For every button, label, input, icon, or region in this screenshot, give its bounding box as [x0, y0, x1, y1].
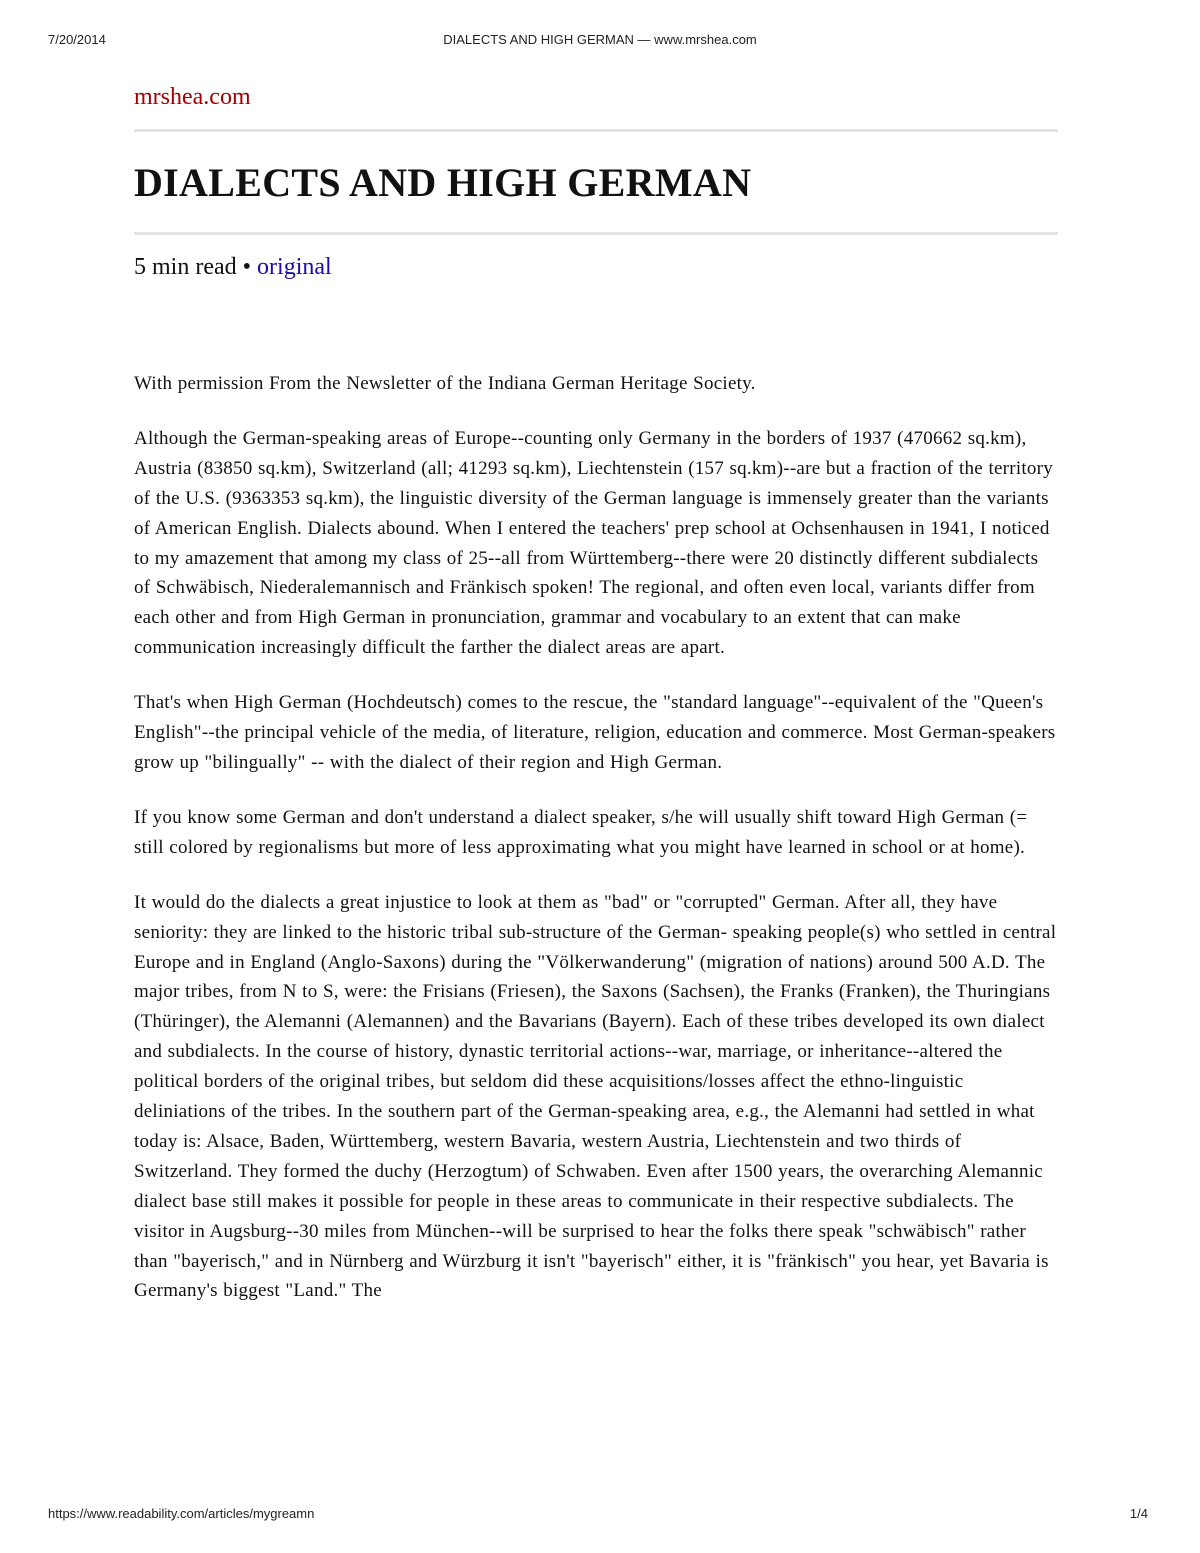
meta-separator: •	[242, 254, 252, 280]
divider	[134, 129, 1058, 132]
article-title: DIALECTS AND HIGH GERMAN	[134, 160, 752, 205]
original-link[interactable]: original	[257, 254, 332, 280]
print-page-number: 1/4	[1129, 1506, 1148, 1521]
print-date: 7/20/2014	[48, 32, 106, 47]
paragraph: With permission From the Newsletter of the Indiana German Heritage Society.	[134, 373, 756, 394]
divider	[134, 232, 1058, 235]
print-page-title: DIALECTS AND HIGH GERMAN — www.mrshea.com	[443, 32, 757, 47]
read-time: 5 min read	[134, 254, 237, 280]
paragraph: It would do the dialects a great injustice to look at them as "bad" or "corrupted" German. After all, they have seniority: they are linked to the historic tribal sub-structure of the German- speaking people(s) who settled in central Europe and in England (Anglo-Saxons) during the "Völkerwanderung" (migration of nations) around 500 A.D. The major tribes, from N to S, were: the Frisians (Friesen), the Saxons (Sachsen), the Franks (Franken), the Thuringians (Thüringer), the Alemanni (Alemannen) and the Bavarians (Bayern). Each of these tribes developed its own dialect and subdialects. In the course of history, dynastic territorial actions--war, marriage, or inheritance--altered the political borders of the original tribes, but seldom did these acquisitions/losses affect the ethno-linguistic deliniations of the tribes. In the southern part of the German-speaking area, e.g., the Alemanni had settled in what today is: Alsace, Baden, Württemberg, western Bavaria, western Austria, Liechtenstein and two thirds of Switzerland. They formed the duchy (Herzogtum) of Schwaben. Even after 1500 years, the overarching Alemannic dialect base still makes it possible for people in these areas to communicate in their respective subdialects. The visitor in Augsburg--30 miles from München--will be surprised to hear the folks there speak "schwäbisch" rather than "bayerisch," and in Nürnberg and Würzburg it isn't "bayerisch" either, it is "fränkisch" you hear, yet Bavaria is Germany's biggest "Land." The	[134, 891, 1057, 1302]
article-meta	[134, 254, 1058, 281]
article-container	[134, 84, 1058, 1331]
print-url: https://www.readability.com/articles/mygreamn	[48, 1506, 315, 1521]
paragraph: If you know some German and don't understand a dialect speaker, s/he will usually shift toward High German (= still colored by regionalisms but more of less approximating what you might have learned in school or at home).	[134, 806, 1028, 858]
paragraph: Although the German-speaking areas of Europe--counting only Germany in the borders of 1937 (470662 sq.km), Austria (83850 sq.km), Switzerland (all; 41293 sq.km), Liechtenstein (157 sq.km)--are but a fraction of the territory of the U.S. (9363353 sq.km), the linguistic diversity of the German language is immensely greater than the variants of American English. Dialects abound. When I entered the teachers' prep school at Ochsenhausen in 1941, I noticed to my amazement that among my class of 25--all from Württemberg--there were 20 distinctly different subdialects of Schwäbisch, Niederalemannisch and Fränkisch spoken! The regional, and often even local, variants differ from each other and from High German in pronunciation, grammar and vocabulary to an extent that can make communication increasingly difficult the farther the dialect areas are apart.	[134, 427, 1053, 659]
site-name-link[interactable]: mrshea.com	[134, 84, 251, 110]
article-body	[134, 369, 1058, 1306]
paragraph: That's when High German (Hochdeutsch) comes to the rescue, the "standard language"--equivalent of the "Queen's English"--the principal vehicle of the media, of literature, religion, education and commerce. Most German-speakers grow up "bilingually" -- with the dialect of their region and High German.	[134, 692, 1056, 773]
